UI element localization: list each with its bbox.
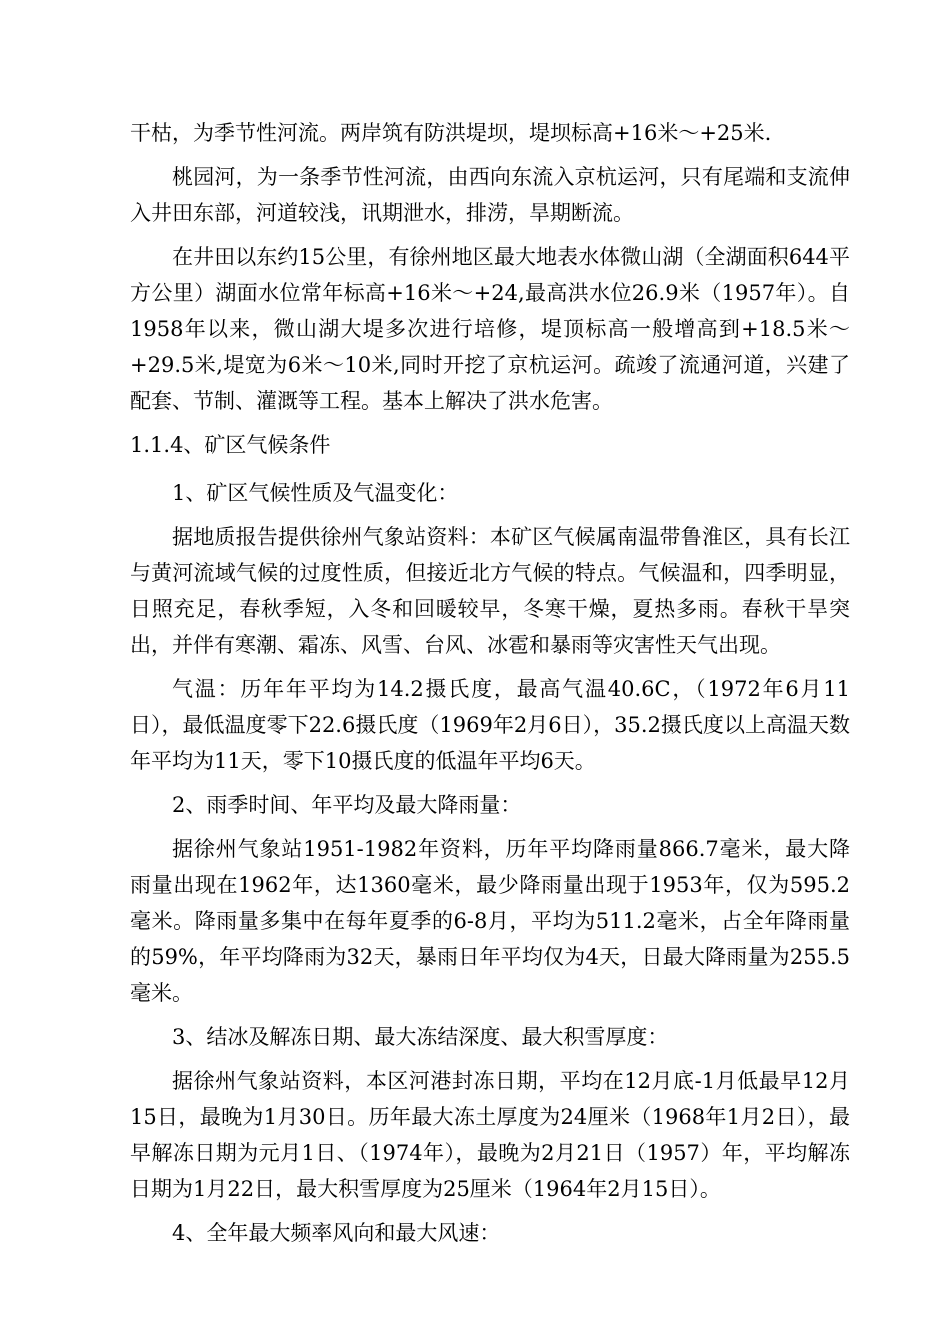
paragraph-rainfall: 据徐州气象站1951-1982年资料，历年平均降雨量866.7毫米，最大降雨量出现在1962年，达1360毫米，最少降雨量出现于1953年，仅为595.2毫米。降雨量多集中在每年夏季的6-8月，平均为511.2毫米，占全年降雨量的59%，年平均降雨为32天，暴雨日年平均仅为4天，日最大降雨量为255.5毫米。: [130, 837, 850, 1005]
paragraph-river-dikes: 干枯，为季节性河流。两岸筑有防洪堤坝，堤坝标高+16米～+25米.: [130, 121, 772, 145]
paragraph-temperature: 气温：历年年平均为14.2摄氏度，最高气温40.6C，（1972年6月11日），最低温度零下22.6摄氏度（1969年2月6日），35.2摄氏度以上高温天数年平均为11天，零下10摄氏度的低温年平均6天。: [130, 677, 850, 773]
document-body: [130, 115, 850, 1259]
section-heading-climate: 1.1.4、矿区气候条件: [130, 433, 331, 457]
paragraph-taoyuan-river: 桃园河，为一条季节性河流，由西向东流入京杭运河，只有尾端和支流伸入井田东部，河道较浅，讯期泄水，排涝，旱期断流。: [130, 165, 850, 225]
subheading-rainfall: 2、雨季时间、年平均及最大降雨量：: [172, 793, 522, 817]
subheading-climate-nature: 1、矿区气候性质及气温变化：: [172, 481, 459, 505]
paragraph-climate-description: 据地质报告提供徐州气象站资料：本矿区气候属南温带鲁淮区，具有长江与黄河流域气候的过度性质，但接近北方气候的特点。气候温和，四季明显，日照充足，春秋季短，入冬和回暖较早，冬寒干燥，夏热多雨。春秋干旱突出，并伴有寒潮、霜冻、风雪、台风、冰雹和暴雨等灾害性天气出现。: [130, 525, 850, 657]
subheading-freezing: 3、结冰及解冻日期、最大冻结深度、最大积雪厚度：: [172, 1025, 669, 1049]
subheading-wind: 4、全年最大频率风向和最大风速：: [172, 1221, 501, 1245]
paragraph-freezing: 据徐州气象站资料，本区河港封冻日期，平均在12月底-1月低最早12月15日，最晚为1月30日。历年最大冻土厚度为24厘米（1968年1月2日），最早解冻日期为元月1日、（1974年），最晚为2月21日（1957）年，平均解冻日期为1月22日，最大积雪厚度为25厘米（1964年2月15日）。: [130, 1069, 850, 1201]
paragraph-weishan-lake: 在井田以东约15公里，有徐州地区最大地表水体微山湖（全湖面积644平方公里）湖面水位常年标高+16米～+24,最高洪水位26.9米（1957年）。自1958年以来，微山湖大堤多次进行培修，堤顶标高一般增高到+18.5米～+29.5米,堤宽为6米～10米,同时开挖了京杭运河。疏竣了流通河道，兴建了配套、节制、灌溉等工程。基本上解决了洪水危害。: [130, 245, 850, 413]
